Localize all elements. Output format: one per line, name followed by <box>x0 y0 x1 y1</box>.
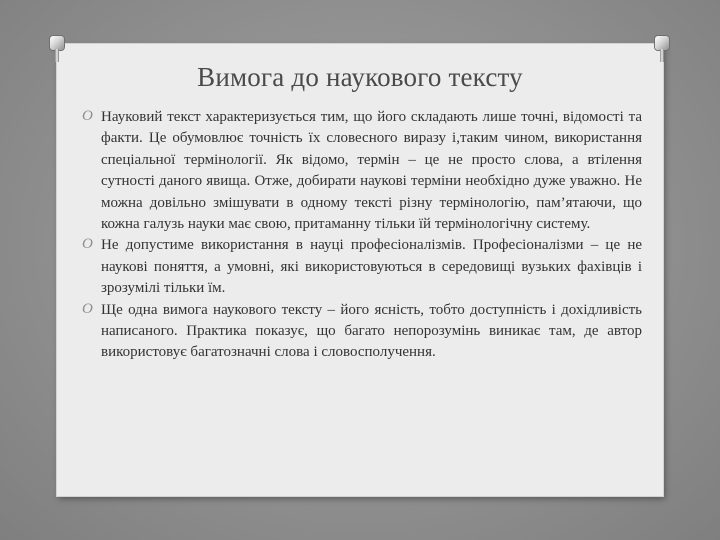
bullet-icon: O <box>82 236 93 253</box>
pin-stem <box>55 49 59 62</box>
bullet-text: Науковий текст характеризується тим, що його складають лише точні, відомості та факти. Це обумовлює точність їх словесного виразу і,таким чином, використання спеціальної термінології. Як відомо, термін – це не просто слова, а втілення сутності даного явища. Отже, добирати наукові терміни необхідно дуже уважно. Не можна довільно змішувати в одному тексті різну термінологію, пам’ятаючи, що кожна галузь науки має свою, притаманну тільки їй термінологічну систему. <box>101 109 642 233</box>
pin-head <box>50 36 64 50</box>
bullet-list <box>82 107 642 364</box>
bullet-text: Не допустиме використання в науці професіоналізмів. Професіоналізми – це не наукові поняття, а умовні, які використовуються в середовищі вузьких фахівців і зрозумілі тільки їм. <box>101 237 642 297</box>
bullet-text: Ще одна вимога наукового тексту – його ясність, тобто доступність і дохідливість написаного. Практика показує, що багато непорозумінь виникає там, де автор використовує багатозначні слова і словосполучення. <box>101 301 642 361</box>
slide-title: Вимога до наукового тексту <box>197 62 523 92</box>
list-item <box>82 107 642 235</box>
pin-icon <box>655 36 669 62</box>
pin-icon <box>50 36 64 62</box>
bullet-icon: O <box>82 300 93 317</box>
list-item <box>82 300 642 364</box>
pin-stem <box>660 49 664 62</box>
bullet-icon: O <box>82 108 93 124</box>
pin-head <box>655 36 669 50</box>
list-item <box>82 235 642 299</box>
